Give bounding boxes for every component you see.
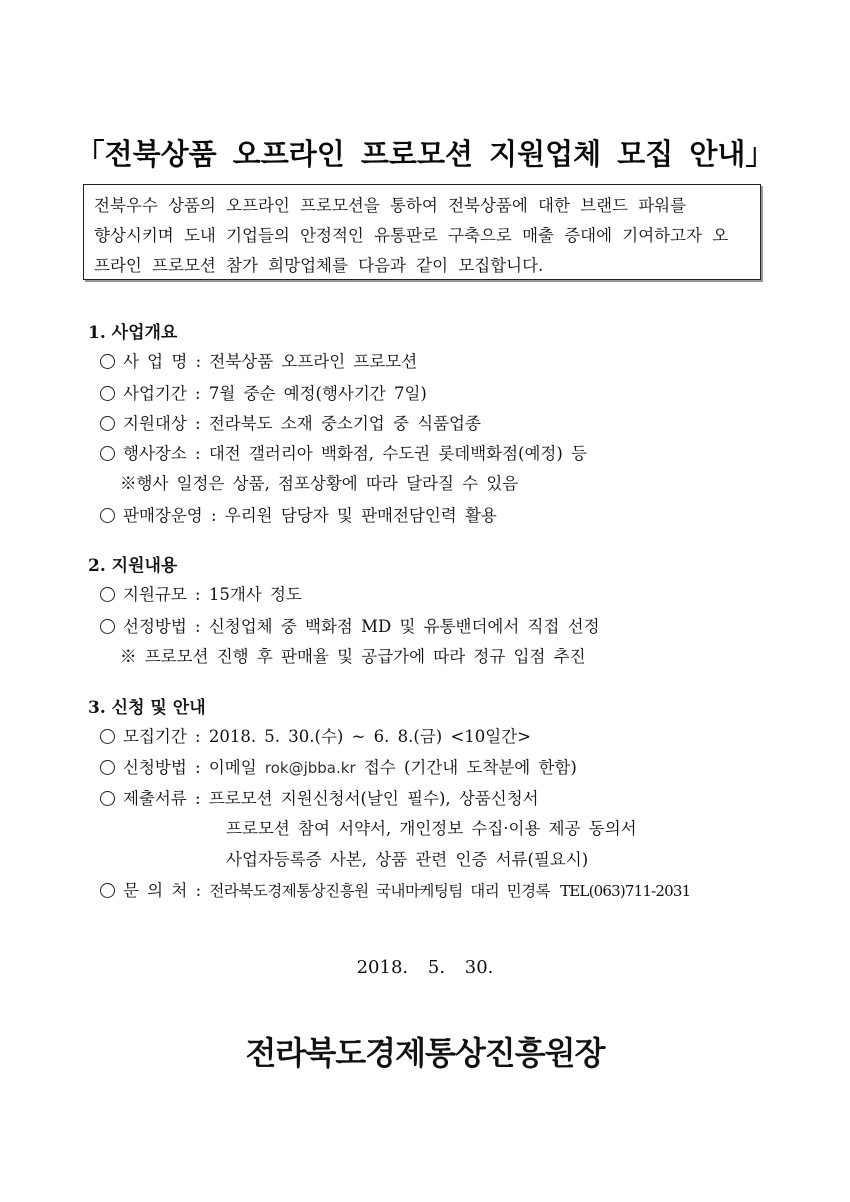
list-item: 사업기간 : 7월 중순 예정(행사기간 7일)	[100, 380, 427, 404]
list-item: 판매장운영 : 우리원 담당자 및 판매전담인력 활용	[100, 502, 497, 526]
item-value: 전라북도 소재 중소기업 중 식품업종	[208, 414, 481, 433]
item-label: 판매장운영	[123, 506, 203, 525]
item-label: 제출서류	[123, 789, 187, 808]
item-value: 신청업체 중 백화점 MD 및 유통밴더에서 직접 선정	[208, 617, 600, 636]
item-label: 신청방법	[123, 758, 187, 777]
item-value: 15개사 정도	[208, 585, 302, 604]
item-value: 대전 갤러리아 백화점, 수도권 롯데백화점(예정) 등	[208, 444, 587, 463]
circle-bullet-icon	[100, 760, 115, 775]
circle-bullet-icon	[100, 729, 115, 744]
section-heading: 3. 신청 및 안내	[88, 698, 206, 718]
section-heading: 1. 사업개요	[88, 323, 178, 343]
item-value: 전라북도경제통상진흥원 국내마케팅팀 대리 민경록	[209, 882, 551, 900]
circle-bullet-icon	[100, 416, 115, 431]
circle-bullet-icon	[100, 446, 115, 461]
intro-line: 향상시키며 도내 기업들의 안정적인 유통판로 구축으로 매출 증대에 기여하고자 오	[94, 226, 729, 245]
circle-bullet-icon	[100, 883, 115, 898]
list-item: 지원규모 : 15개사 정도	[100, 581, 302, 605]
intro-line: 전북우수 상품의 오프라인 프로모션을 통하여 전북상품에 대한 브랜드 파워를	[94, 196, 687, 215]
item-continuation: 프로모션 참여 서약서, 개인정보 수집·이용 제공 동의서	[226, 819, 637, 838]
list-item: 지원대상 : 전라북도 소재 중소기업 중 식품업종	[100, 410, 481, 434]
intro-line: 프라인 프로모션 참가 희망업체를 다음과 같이 모집합니다.	[94, 256, 544, 275]
circle-bullet-icon	[100, 587, 115, 602]
circle-bullet-icon	[100, 386, 115, 401]
list-item: 행사장소 : 대전 갤러리아 백화점, 수도권 롯데백화점(예정) 등	[100, 440, 587, 464]
document-title: 「전북상품 오프라인 프로모션 지원업체 모집 안내」	[75, 137, 775, 171]
list-item: 제출서류 : 프로모션 지원신청서(날인 필수), 상품신청서	[100, 785, 539, 809]
section-heading: 2. 지원내용	[88, 556, 178, 576]
item-value: 2018. 5. 30.(수) ~ 6. 8.(금) <10일간>	[208, 727, 531, 746]
intro-box	[83, 184, 761, 280]
item-label: 모집기간	[123, 727, 187, 746]
list-item: 사 업 명 : 전북상품 오프라인 프로모션	[100, 348, 417, 372]
circle-bullet-icon	[100, 619, 115, 634]
item-label: 선정방법	[123, 617, 187, 636]
phone-number: TEL(063)711-2031	[560, 882, 691, 900]
item-label: 지원대상	[123, 414, 187, 433]
list-item: 문 의 처 : 전라북도경제통상진흥원 국내마케팅팀 대리 민경록 TEL(063)711-2031	[100, 877, 690, 901]
item-label: 문 의 처	[123, 881, 188, 900]
circle-bullet-icon	[100, 508, 115, 523]
list-item: 선정방법 : 신청업체 중 백화점 MD 및 유통밴더에서 직접 선정	[100, 613, 600, 637]
list-item: 신청방법 : 이메일 rok@jbba.kr 접수 (기간내 도착분에 한함)	[100, 754, 577, 778]
note-text: ※행사 일정은 상품, 점포상황에 따라 달라질 수 있음	[120, 474, 519, 493]
item-label: 지원규모	[123, 585, 187, 604]
item-value: 우리원 담당자 및 판매전담인력 활용	[224, 506, 497, 525]
item-value: 7월 중순 예정(행사기간 7일)	[208, 384, 427, 403]
item-continuation: 사업자등록증 사본, 상품 관련 인증 서류(필요시)	[226, 850, 589, 869]
list-item: 모집기간 : 2018. 5. 30.(수) ~ 6. 8.(금) <10일간>	[100, 723, 531, 747]
circle-bullet-icon	[100, 354, 115, 369]
item-label: 행사장소	[123, 444, 187, 463]
item-value: 프로모션 지원신청서(날인 필수), 상품신청서	[208, 789, 539, 808]
item-label: 사 업 명	[123, 352, 188, 371]
circle-bullet-icon	[100, 791, 115, 806]
email-link[interactable]: rok@jbba.kr	[264, 759, 356, 777]
signature: 전라북도경제통상진흥원장	[245, 1034, 605, 1072]
note-text: ※ 프로모션 진행 후 판매율 및 공급가에 따라 정규 입점 추진	[120, 647, 586, 666]
document-date: 2018. 5. 30.	[356, 957, 494, 978]
item-value: 전북상품 오프라인 프로모션	[209, 352, 418, 371]
item-label: 사업기간	[123, 384, 187, 403]
